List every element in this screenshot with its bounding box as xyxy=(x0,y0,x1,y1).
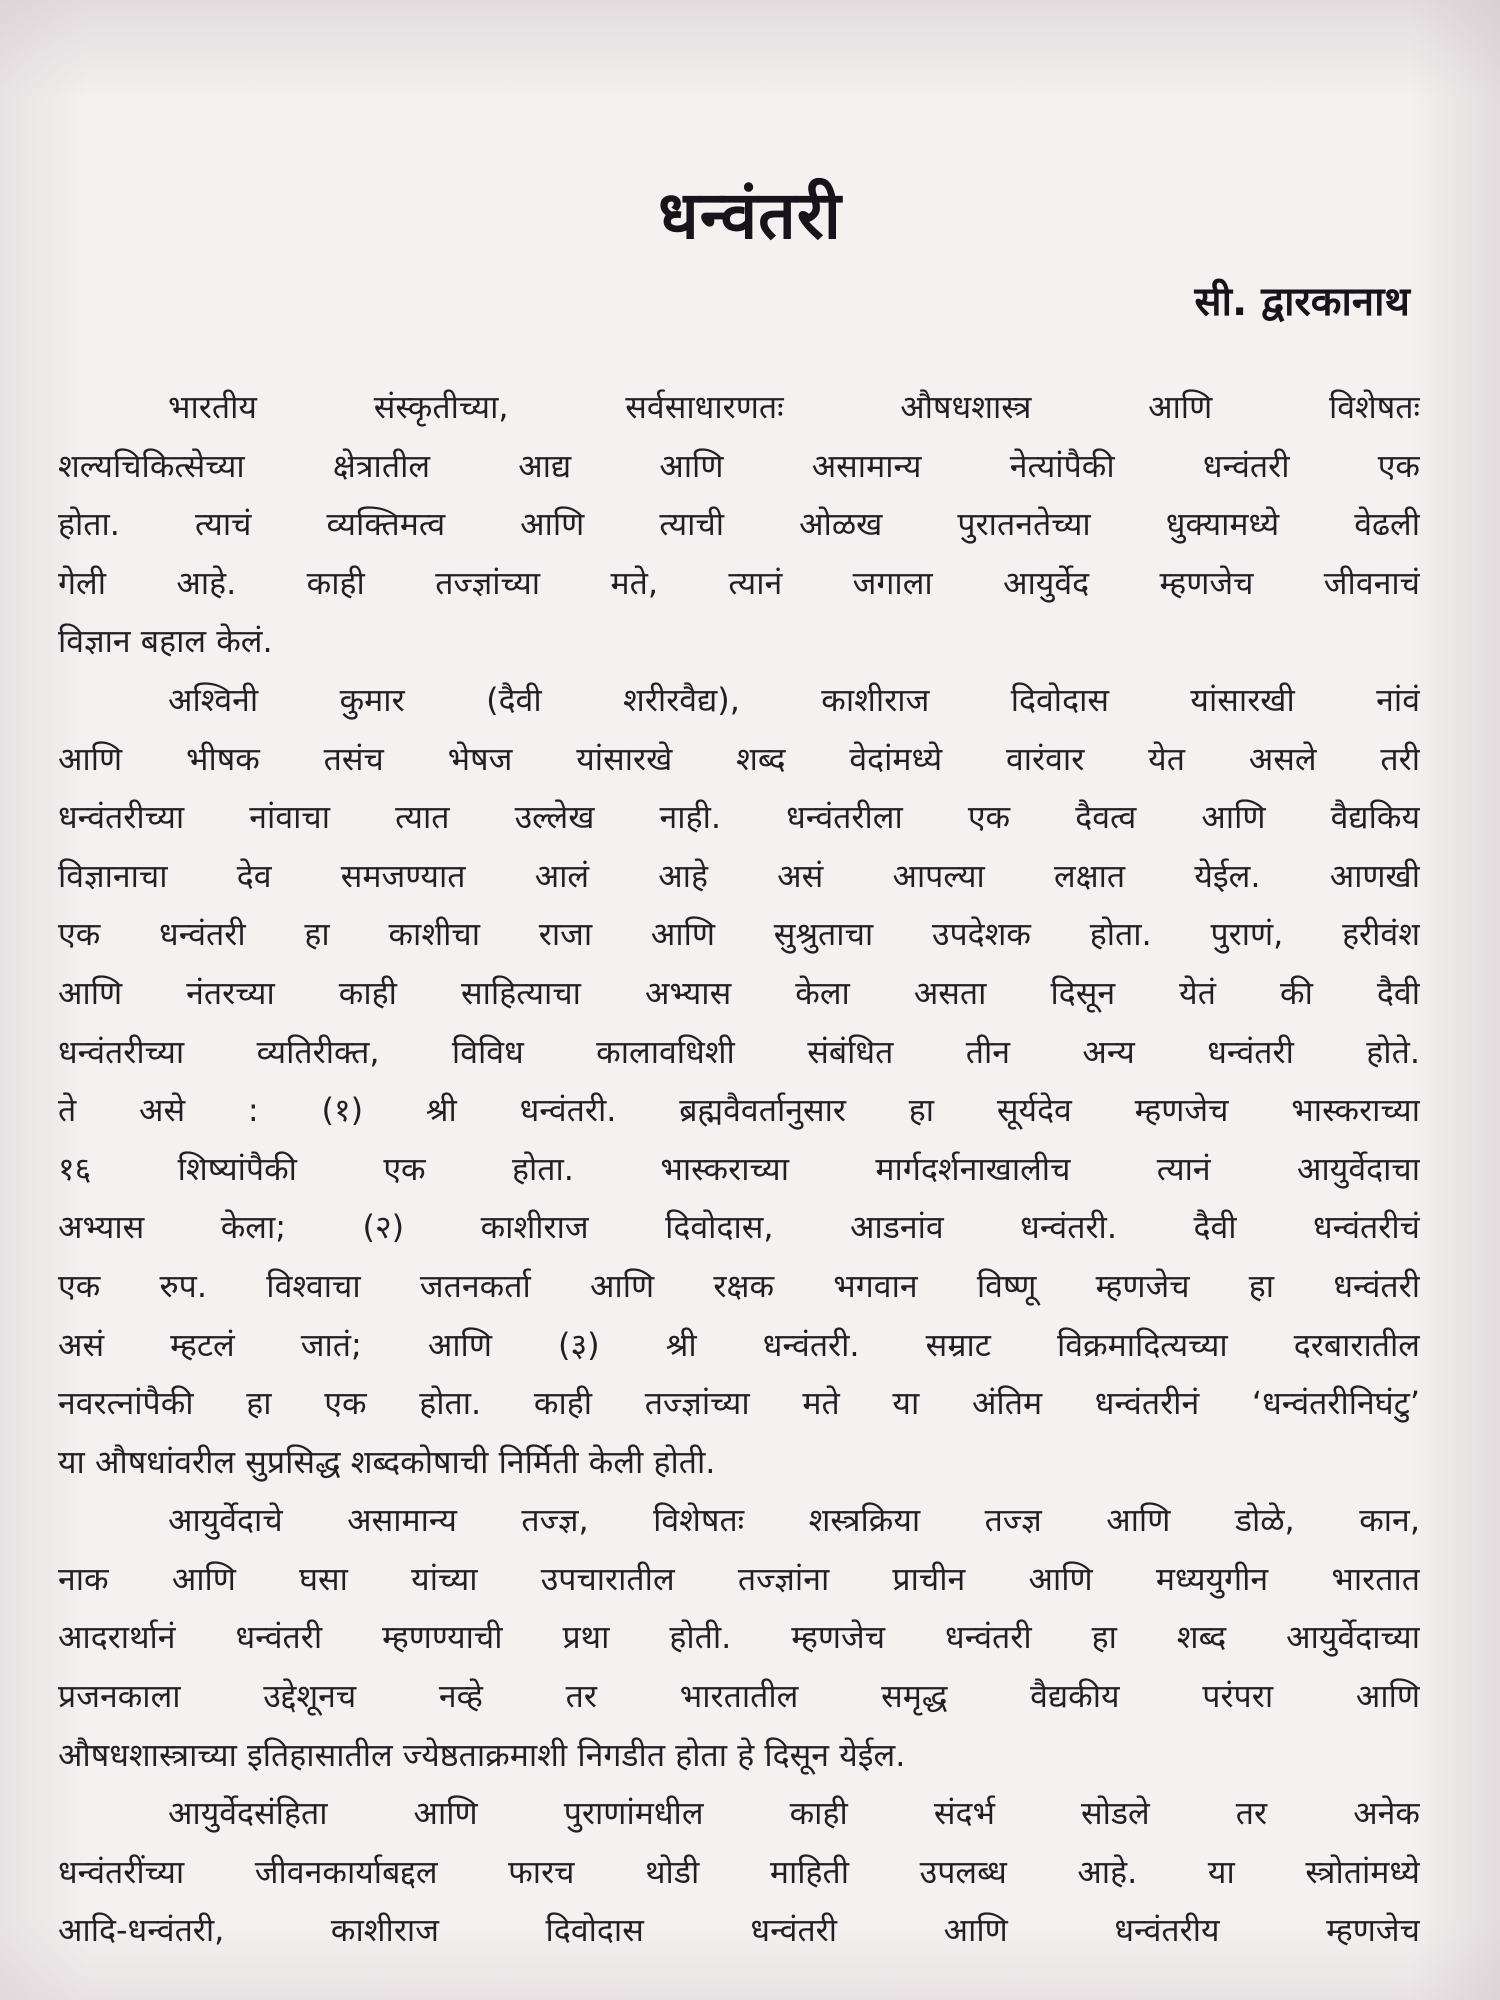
text-line: विज्ञानाचा देव समजण्यात आलं आहे असं आपल्या लक्षात येईल. आणखी xyxy=(58,856,1420,895)
text-line: १६ शिष्यांपैकी एक होता. भास्कराच्या मार्गदर्शनाखालीच त्यानं आयुर्वेदाचा xyxy=(58,1149,1420,1188)
paragraph xyxy=(58,671,1420,1491)
text-line: आदि-धन्वंतरी, काशीराज दिवोदास धन्वंतरी आणि धन्वंतरीय म्हणजेच xyxy=(58,1911,1420,1950)
text-line: ते असे : (१) श्री धन्वंतरी. ब्रह्मवैवर्तानुसार हा सूर्यदेव म्हणजेच भास्कराच्या xyxy=(58,1091,1420,1130)
text-line: अभ्यास केला; (२) काशीराज दिवोदास, आडनांव धन्वंतरी. दैवी धन्वंतरीचं xyxy=(58,1208,1420,1247)
paragraph xyxy=(58,1491,1420,1784)
text-line: आयुर्वेदसंहिता आणि पुराणांमधील काही संदर्भ सोडले तर अनेक xyxy=(168,1794,1420,1833)
text-line: गेली आहे. काही तज्ज्ञांच्या मते, त्यानं जगाला आयुर्वेद म्हणजेच जीवनाचं xyxy=(58,563,1420,602)
text-line: नाक आणि घसा यांच्या उपचारातील तज्ज्ञांना प्राचीन आणि मध्ययुगीन भारतात xyxy=(58,1559,1420,1598)
text-line: असं म्हटलं जातं; आणि (३) श्री धन्वंतरी. सम्राट विक्रमादित्यच्या दरबारातील xyxy=(58,1325,1420,1364)
text-line: अश्विनी कुमार (दैवी शरीरवैद्य), काशीराज दिवोदास यांसारखी नांवं xyxy=(168,680,1420,719)
text-line: नवरत्नांपैकी हा एक होता. काही तज्ज्ञांच्या मते या अंतिम धन्वंतरीनं ‘धन्वंतरीनिघंटु’ xyxy=(58,1384,1420,1423)
text-line: धन्वंतरींच्या जीवनकार्याबद्दल फारच थोडी माहिती उपलब्ध आहे. या स्त्रोतांमध्ये xyxy=(58,1852,1420,1891)
text-line: धन्वंतरीच्या व्यतिरीक्त, विविध कालावधिशी संबंधित तीन अन्य धन्वंतरी होते. xyxy=(58,1032,1420,1071)
text-line: आणि नंतरच्या काही साहित्याचा अभ्यास केला असता दिसून येतं की दैवी xyxy=(58,973,1420,1012)
text-line: एक धन्वंतरी हा काशीचा राजा आणि सुश्रुताचा उपदेशक होता. पुराणं, हरीवंश xyxy=(58,915,1420,954)
text-line: एक रुप. विश्वाचा जतनकर्ता आणि रक्षक भगवान विष्णू म्हणजेच हा धन्वंतरी xyxy=(58,1266,1420,1305)
paragraph xyxy=(58,378,1420,671)
text-line: धन्वंतरीच्या नांवाचा त्यात उल्लेख नाही. धन्वंतरीला एक दैवत्व आणि वैद्यकिय xyxy=(58,798,1420,837)
text-line: होता. त्याचं व्यक्तिमत्व आणि त्याची ओळख पुरातनतेच्या धुक्यामध्ये वेढली xyxy=(58,505,1420,544)
text-line: आदरार्थानं धन्वंतरी म्हणण्याची प्रथा होती. म्हणजेच धन्वंतरी हा शब्द आयुर्वेदाच्या xyxy=(58,1618,1420,1657)
text-line: आयुर्वेदाचे असामान्य तज्ज्ञ, विशेषतः शस्त्रक्रिया तज्ज्ञ आणि डोळे, कान, xyxy=(168,1501,1420,1540)
text-line: औषधशास्त्राच्या इतिहासातील ज्येष्ठताक्रमाशी निगडीत होता हे दिसून येईल. xyxy=(58,1735,906,1774)
text-line: विज्ञान बहाल केलं. xyxy=(58,622,273,661)
article-body xyxy=(58,378,1420,1960)
text-line: प्रजनकाला उद्देशूनच नव्हे तर भारतातील समृद्ध वैद्यकीय परंपरा आणि xyxy=(58,1677,1420,1716)
paragraph xyxy=(58,1784,1420,1960)
text-line: आणि भीषक तसंच भेषज यांसारखे शब्द वेदांमध्ये वारंवार येत असले तरी xyxy=(58,739,1420,778)
text-line: भारतीय संस्कृतीच्या, सर्वसाधारणतः औषधशास्त्र आणि विशेषतः xyxy=(168,388,1420,426)
text-line: शल्यचिकित्सेच्या क्षेत्रातील आद्य आणि असामान्य नेत्यांपैकी धन्वंतरी एक xyxy=(58,446,1420,485)
page-title: धन्वंतरी xyxy=(658,177,842,254)
text-line: या औषधांवरील सुप्रसिद्ध शब्दकोषाची निर्मिती केली होती. xyxy=(58,1442,716,1481)
author-name: सी. द्वारकानाथ xyxy=(1194,279,1410,325)
